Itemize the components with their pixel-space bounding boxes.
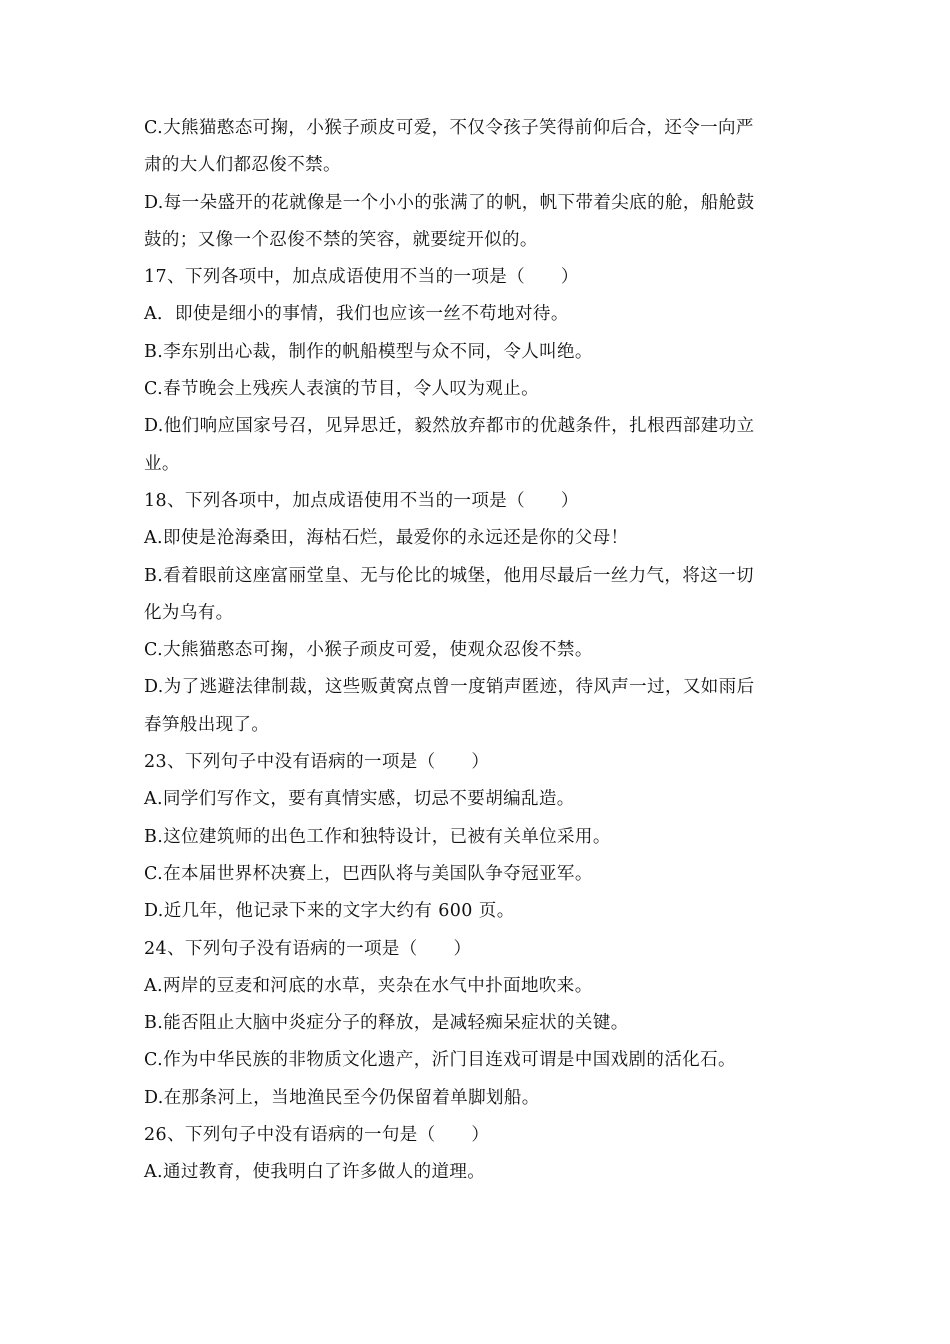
text-line: C.大熊猫憨态可掬，小猴子顽皮可爱，不仅令孩子笑得前仰后合，还令一向严 (144, 118, 754, 138)
text-line: D.他们响应国家号召，见异思迁，毅然放弃都市的优越条件，扎根西部建功立 (144, 416, 755, 437)
document-body (144, 110, 806, 1192)
text-line: 鼓的；又像一个忍俊不禁的笑容，就要绽开似的。 (144, 229, 538, 250)
text-line: C.大熊猫憨态可掬，小猴子顽皮可爱，使观众忍俊不禁。 (144, 640, 593, 661)
question-heading: 18、下列各项中，加点成语使用不当的一项是（ ） (144, 490, 579, 511)
text-line: B.这位建筑师的出色工作和独特设计，已被有关单位采用。 (144, 826, 611, 847)
text-line: B.看着眼前这座富丽堂皇、无与伦比的城堡，他用尽最后一丝力气，将这一切 (144, 565, 754, 586)
text-line: B.李东别出心裁，制作的帆船模型与众不同，令人叫绝。 (144, 341, 593, 362)
text-line: 春笋般出现了。 (144, 714, 270, 735)
text-line: 化为乌有。 (144, 602, 234, 623)
text-line: C.春节晚会上残疾人表演的节目，令人叹为观止。 (144, 379, 540, 400)
text-line: B.能否阻止大脑中炎症分子的释放，是减轻痴呆症状的关键。 (144, 1013, 629, 1034)
text-line: C.作为中华民族的非物质文化遗产，沂门目连戏可谓是中国戏剧的活化石。 (144, 1050, 736, 1071)
question-heading: 17、下列各项中，加点成语使用不当的一项是（ ） (144, 267, 579, 288)
text-line: A.通过教育，使我明白了许多做人的道理。 (144, 1162, 486, 1183)
question-heading: 26、下列句子中没有语病的一句是（ ） (144, 1125, 490, 1146)
text-line: 肃的大人们都忍俊不禁。 (144, 155, 341, 176)
text-line: D.近几年，他记录下来的文字大约有 600 页。 (144, 901, 515, 922)
text-line: A.即使是沧海桑田，海枯石烂，最爱你的永远还是你的父母！ (144, 528, 629, 549)
text-line: A.同学们写作文，要有真情实感，切忌不要胡编乱造。 (144, 789, 575, 810)
text-line: D.在那条河上，当地渔民至今仍保留着单脚划船。 (144, 1087, 540, 1108)
text-line: 业。 (144, 453, 180, 474)
text-line: A.两岸的豆麦和河底的水草，夹杂在水气中扑面地吹来。 (144, 975, 593, 996)
question-heading: 24、下列句子没有语病的一项是（ ） (144, 938, 472, 959)
question-heading: 23、下列句子中没有语病的一项是（ ） (144, 752, 490, 773)
text-line: D.每一朵盛开的花就像是一个小小的张满了的帆，帆下带着尖底的舱，船舱鼓 (144, 192, 755, 213)
text-line: D.为了逃避法律制裁，这些贩黄窝点曾一度销声匿迹，待风声一过，又如雨后 (144, 677, 755, 698)
text-line: A．即使是细小的事情，我们也应该一丝不苟地对待。 (144, 304, 569, 325)
text-line: C.在本届世界杯决赛上，巴西队将与美国队争夺冠亚军。 (144, 863, 593, 884)
